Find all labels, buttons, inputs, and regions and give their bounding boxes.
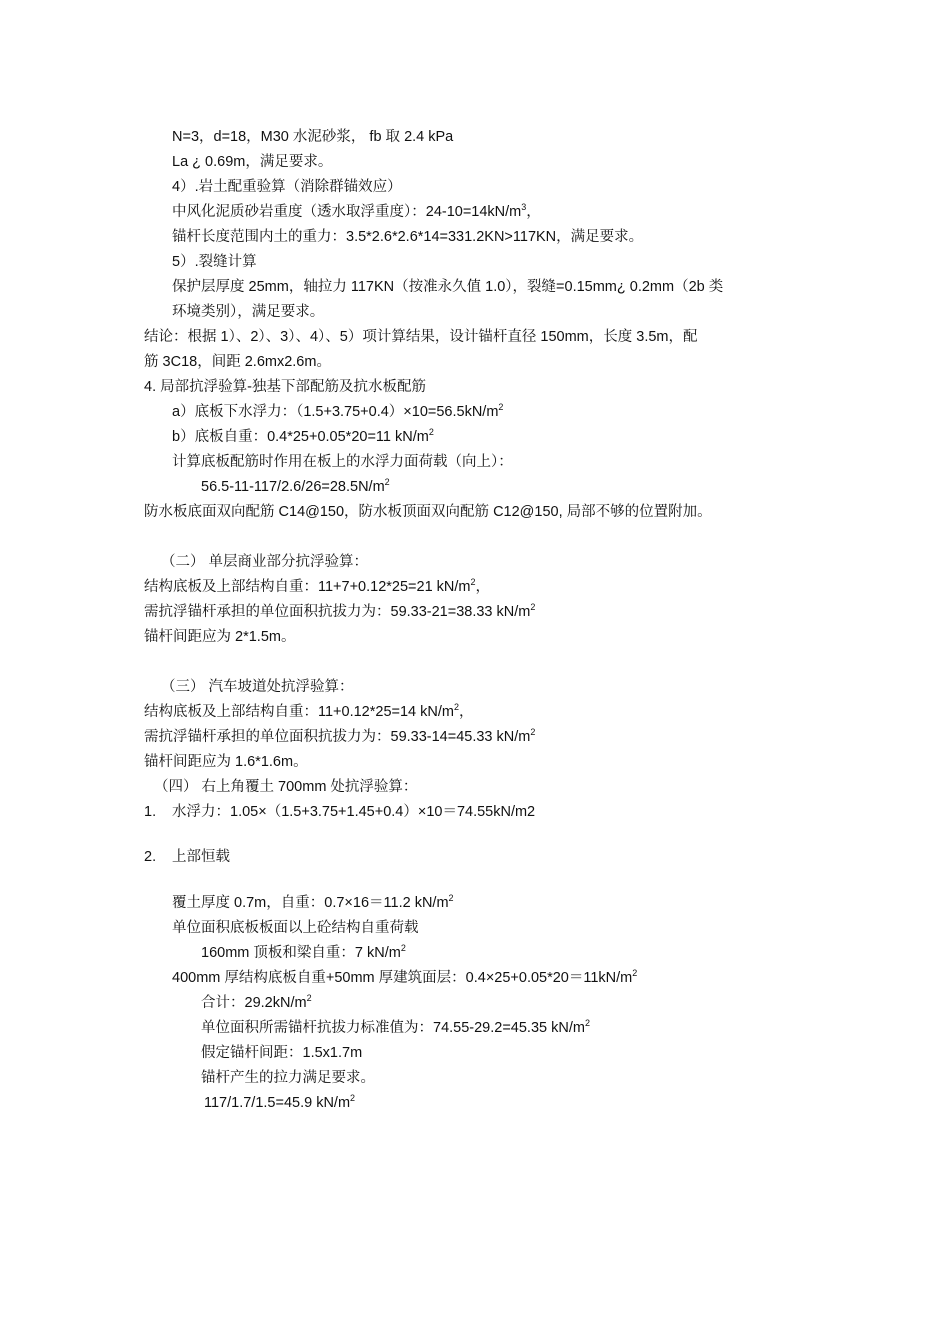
text-line: 结构底板及上部结构自重：11+0.12*25=14 $kN/m^2$， [144,702,474,720]
text-line: 假定锚杆间距：1.5x1.7m [201,1045,363,1061]
text-line: 400mm 厚结构底板自重+50mm 厚建筑面层：$0.4\times 25+0.05*20=11kN/m^2$ [172,968,638,986]
numbered-item: 1. 水浮力：1.05×（1.5+3.75+1.45+0.4）×10＝74.55kN/m2 [144,804,536,820]
text-line: a）底板下水浮力：$(1.5+3.75+0.4)\times 10=56.5kN/m^2$ [172,402,504,420]
text-line: La ¿ 0.69m，满足要求。 [172,154,333,170]
text-line: 单位面积所需锚杆抗拔力标准值为：74.55-29.2=45.35 $kN/m^2$ [201,1018,590,1036]
text-line: 中风化泥质砂岩重度（透水取浮重度）：$24-10=14kN/m^3$， [172,202,541,220]
text-line: 合计：$29.2kN/m^2$ [201,993,312,1011]
text-line: 需抗浮锚杆承担的单位面积抗拔力为：59.33-14=45.33 $kN/m^2$ [144,727,536,745]
text-line: 锚杆长度范围内土的重力：3.5*2.6*2.6*14=331.2KN>117KN，满足要求。 [172,229,644,245]
section-heading: 5）.裂缝计算 [172,254,257,270]
text-line: 锚杆间距应为 2*1.5m。 [144,629,296,645]
section-heading: （四） 右上角覆土 700mm 处抗浮验算： [154,779,418,795]
conclusion-line: 筋 3C18，间距 2.6mx2.6m。 [144,354,331,370]
conclusion-line: 结论：根据 1）、2）、3）、4）、5）项计算结果，设计锚杆直径 150mm，长度 3.5m，配 [144,329,698,345]
formula-line: 117/1.7/1.5=45.9 $kN/m^2$ [204,1093,356,1111]
text-line: N=3，d=18，M30 水泥砂浆， fb 取 2.4 kPa [172,129,454,145]
section-heading: 4. 局部抗浮验算-独基下部配筋及抗水板配筋 [144,379,426,395]
section-heading: （三） 汽车坡道处抗浮验算： [161,679,354,695]
numbered-item: 2. 上部恒载 [144,849,230,865]
text-line: 单位面积底板板面以上砼结构自重荷载 [172,920,419,936]
text-line: 保护层厚度 25mm，轴拉力 117KN（按准永久值 1.0），裂缝=0.15mm¿ 0.2mm（2b 类 [172,279,724,295]
text-line: 计算底板配筋时作用在板上的水浮力面荷载（向上）： [172,454,513,470]
section-heading: 4）.岩土配重验算（消除群锚效应） [172,179,402,195]
text-line: 防水板底面双向配筋 C14@150，防水板顶面双向配筋 C12@150, 局部不够的位置附加。 [144,504,712,520]
text-line: 环境类别），满足要求。 [172,304,325,320]
text-line: 锚杆产生的拉力满足要求。 [201,1070,375,1086]
section-heading: （二） 单层商业部分抗浮验算： [161,554,369,570]
text-line: b）底板自重：0.4*25+0.05*20=11 $kN/m^2$ [172,427,434,445]
text-line: 需抗浮锚杆承担的单位面积抗拔力为：59.33-21=38.33 $kN/m^2$ [144,602,536,620]
text-line: 覆土厚度 0.7m，自重：0.7×16＝11.2 $kN/m^2$ [172,893,454,911]
text-line: 结构底板及上部结构自重：11+7+0.12*25=21 $kN/m^2$， [144,577,491,595]
text-line: 160mm 顶板和梁自重：7 $kN/m^2$ [201,943,406,961]
text-line: 锚杆间距应为 1.6*1.6m。 [144,754,308,770]
formula-line: $56.5-11-117/2.6/26=28.5N/m^2$ [201,477,390,495]
